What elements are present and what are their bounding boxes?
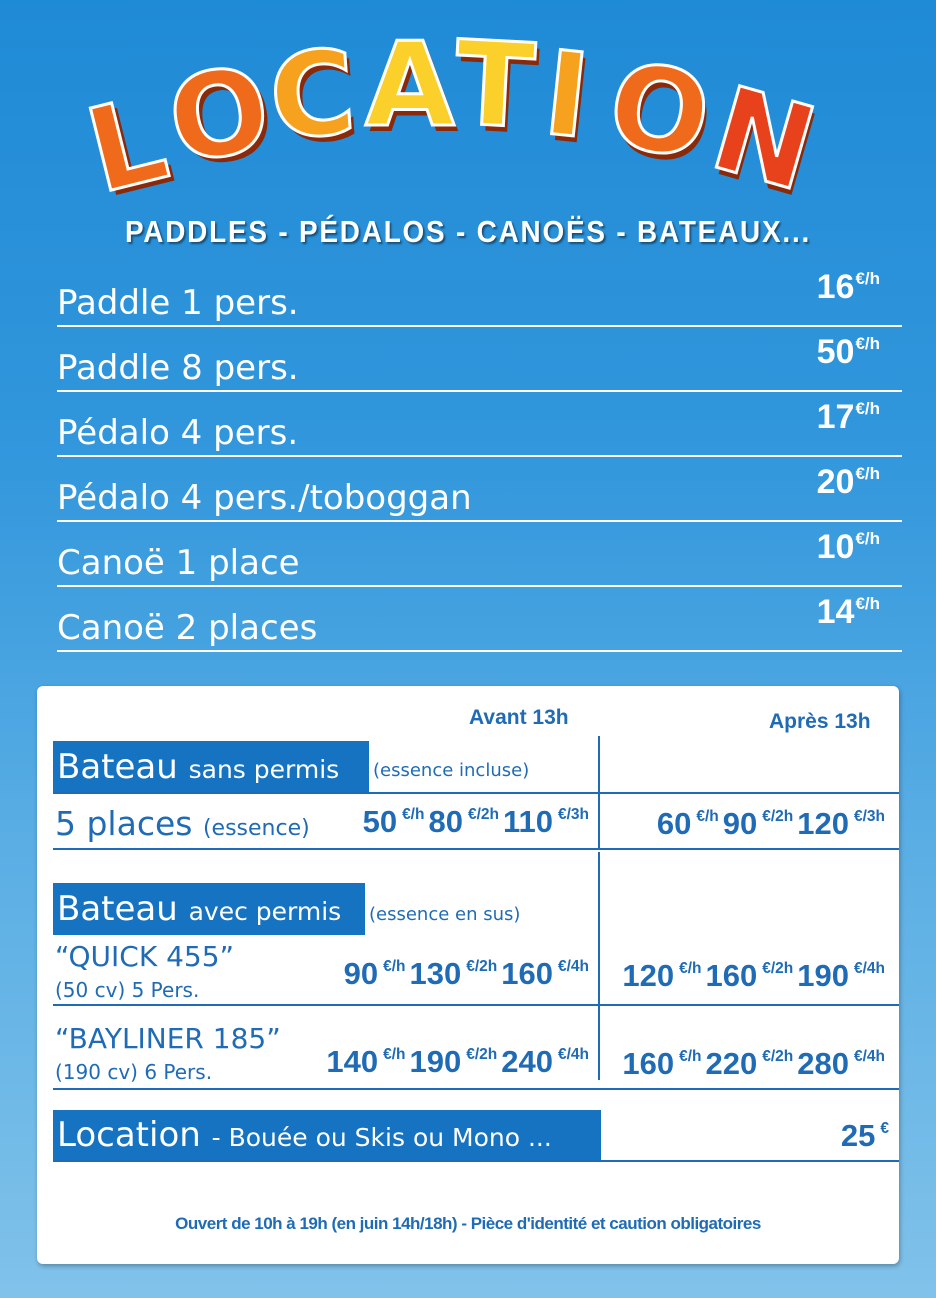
column-divider xyxy=(598,794,600,850)
column-before-13h: Avant 13h xyxy=(469,706,569,729)
section-band-extras: Location - Bouée ou Skis ou Mono ... xyxy=(53,1110,601,1160)
price: 140 $^{€/h}$ xyxy=(326,1044,406,1079)
price-row xyxy=(57,587,902,652)
prices-after xyxy=(657,806,889,842)
prices-before xyxy=(326,1044,593,1080)
price: 120 $^{€/3h}$ xyxy=(797,806,885,841)
price-row xyxy=(57,522,902,587)
boat-spec: (50 cv) 5 Pers. xyxy=(55,978,200,1002)
title-letter: I xyxy=(538,26,596,165)
column-divider xyxy=(598,852,600,1080)
section-band-license: Bateau avec permis xyxy=(53,883,365,935)
title-letter: A xyxy=(365,18,455,153)
item-price: $14^{€/h}$ xyxy=(816,593,880,631)
price: 120 $^{€/h}$ xyxy=(622,958,702,993)
item-price: $16^{€/h}$ xyxy=(816,268,880,306)
column-divider xyxy=(598,736,600,792)
price: 90 $^{€/2h}$ xyxy=(722,806,794,841)
item-name: Paddle 1 pers. xyxy=(57,283,299,323)
price-row xyxy=(57,457,902,522)
subtitle: PADDLES - PÉDALOS - CANOËS - BATEAUX... xyxy=(124,214,812,249)
row-divider xyxy=(53,1160,899,1162)
boat-name: “QUICK 455” xyxy=(55,940,235,973)
boat-spec: (190 cv) 6 Pers. xyxy=(55,1060,213,1084)
price-row xyxy=(57,327,902,392)
price: 130 $^{€/2h}$ xyxy=(409,956,498,991)
location-title xyxy=(74,16,830,220)
price: 220 $^{€/2h}$ xyxy=(705,1046,794,1081)
price: 160 $^{€/h}$ xyxy=(622,1046,702,1081)
boat-rental-card xyxy=(37,686,899,1264)
title-letter: C xyxy=(265,25,360,166)
price: 80 $^{€/2h}$ xyxy=(428,804,499,839)
item-price: $50^{€/h}$ xyxy=(816,333,880,371)
price: 190 $^{€/2h}$ xyxy=(409,1044,498,1079)
prices-after xyxy=(622,1046,889,1082)
section-note: (essence incluse) xyxy=(373,760,530,781)
column-after-13h: Après 13h xyxy=(769,710,871,733)
price: 240 $^{€/4h}$ xyxy=(501,1044,589,1079)
item-price: $17^{€/h}$ xyxy=(816,398,880,436)
row-divider xyxy=(53,848,899,850)
opening-hours-note: Ouvert de 10h à 19h (en juin 14h/18h) - Pièce d'identité et caution obligatoires xyxy=(175,1214,761,1233)
price: 160 $^{€/4h}$ xyxy=(501,956,589,991)
item-name: Canoë 2 places xyxy=(57,608,318,648)
price-list xyxy=(57,262,902,652)
item-name: Pédalo 4 pers. xyxy=(57,413,299,453)
boat-name: “BAYLINER 185” xyxy=(55,1022,281,1055)
prices-before xyxy=(363,804,593,840)
row-divider xyxy=(53,792,899,794)
price-row xyxy=(57,262,902,327)
item-name: Paddle 8 pers. xyxy=(57,348,299,388)
price: 60 $^{€/h}$ xyxy=(656,806,719,841)
price: 280 $^{€/4h}$ xyxy=(797,1046,885,1081)
section-note: (essence en sus) xyxy=(369,904,521,925)
price: 50 $^{€/h}$ xyxy=(362,804,425,839)
price: 90 $^{€/h}$ xyxy=(343,956,406,991)
row-divider xyxy=(53,1088,899,1090)
item-price: $20^{€/h}$ xyxy=(816,463,880,501)
item-name: Canoë 1 place xyxy=(57,543,300,583)
section-band-no-license: Bateau sans permis xyxy=(53,741,369,793)
title-letter: O xyxy=(159,41,279,190)
row-divider xyxy=(53,1004,899,1006)
item-name: Pédalo 4 pers./toboggan xyxy=(57,478,472,518)
prices-after xyxy=(622,958,889,994)
price: 110 $^{€/3h}$ xyxy=(502,804,589,839)
price: 160 $^{€/2h}$ xyxy=(705,958,794,993)
price-row xyxy=(57,392,902,457)
boat-name: 5 places (essence) xyxy=(55,804,310,843)
title-letter: O xyxy=(599,36,720,187)
title-letter: N xyxy=(698,61,829,218)
item-price: $10^{€/h}$ xyxy=(816,528,880,566)
extras-price: 25 € xyxy=(840,1118,889,1153)
title-letter: T xyxy=(451,16,538,155)
prices-before xyxy=(344,956,593,992)
title-letter: L xyxy=(74,71,180,220)
price: 190 $^{€/4h}$ xyxy=(797,958,885,993)
